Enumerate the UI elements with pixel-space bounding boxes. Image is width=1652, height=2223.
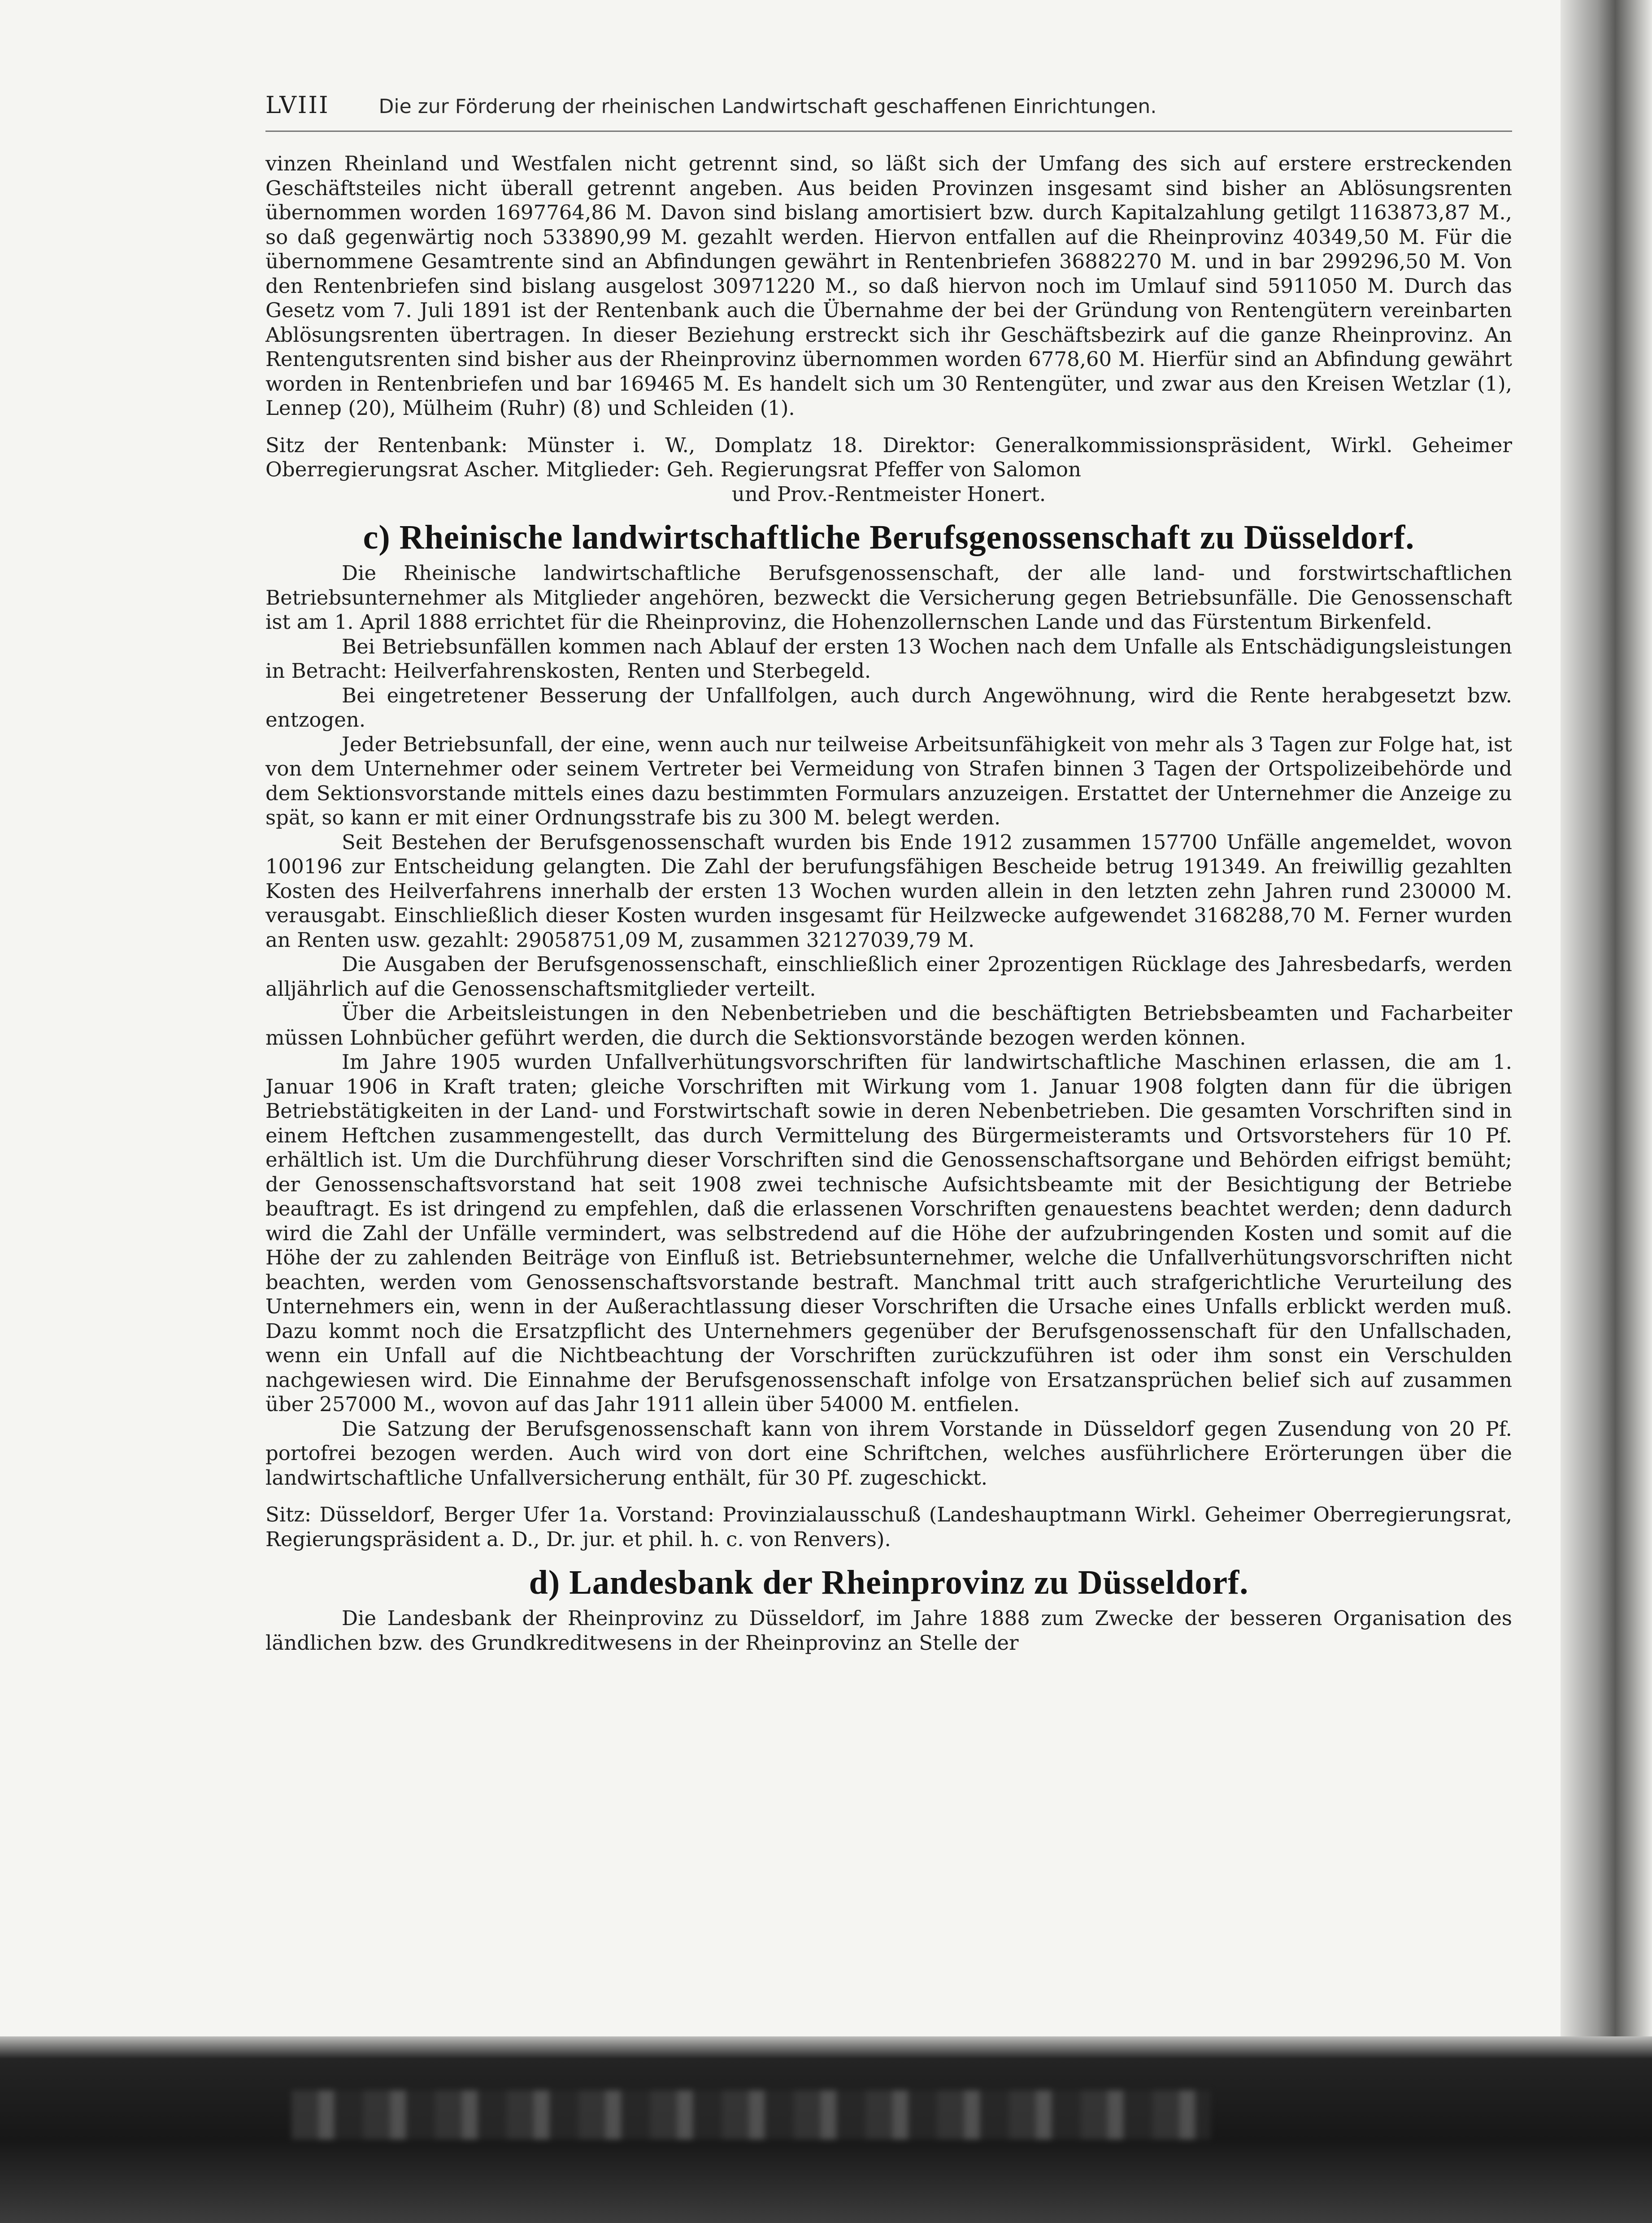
section-c-heading: c) Rheinische landwirtschaftliche Berufsgenossenschaft zu Düsseldorf. bbox=[363, 519, 1415, 556]
section-d-paragraph: Die Landesbank der Rheinprovinz zu Düsseldorf, im Jahre 1888 zum Zwecke der besseren Organisation des ländlichen bzw. des Grundkreditwesens in der Rheinprovinz an Stelle der bbox=[265, 1606, 1512, 1655]
running-title: Die zur Förderung der rheinischen Landwirtschaft geschaffenen Einrichtungen. bbox=[378, 95, 1157, 118]
section-c-paragraph: Die Satzung der Berufsgenossenschaft kann von ihrem Vorstande in Düsseldorf gegen Zusendung von 20 Pf. portofrei bezogen werden. Auch wird von dort eine Schriftchen, welches ausführlichere Erörterungen über die landwirtschaftliche Unfallversicherung enthält, für 30 Pf. zugeschickt. bbox=[265, 1417, 1512, 1490]
section-c-paragraph: Die Ausgaben der Berufsgenossenschaft, einschließlich einer 2prozentigen Rücklage des Jahresbedarfs, werden alljährlich auf die Genossenschaftsmitglieder verteilt. bbox=[265, 952, 1512, 1001]
page-number: LVIII bbox=[265, 92, 330, 119]
section-c-paragraph: Über die Arbeitsleistungen in den Nebenbetrieben und die beschäftigten Betriebsbeamten und Facharbeiter müssen Lohnbücher geführt werden, die durch die Sektionsvorstände bezogen werden können. bbox=[265, 1001, 1512, 1050]
section-c-paragraph: Bei eingetretener Besserung der Unfallfolgen, auch durch Angewöhnung, wird die Rente herabgesetzt bzw. entzogen. bbox=[265, 683, 1512, 732]
section-c-paragraph: Seit Bestehen der Berufsgenossenschaft wurden bis Ende 1912 zusammen 157700 Unfälle angemeldet, wovon 100196 zur Entscheidung gelangten. Die Zahl der berufungsfähigen Bescheide betrug 191349. An freiwillig gezahlten Kosten des Heilverfahrens innerhalb der ersten 13 Wochen wurden allein in den letzten zehn Jahren rund 230000 M. verausgabt. Einschließlich dieser Kosten wurden insgesamt für Heilzwecke aufgewendet 3168288,70 M. Ferner wurden an Renten usw. gezahlt: 29058751,09 M, zusammen 32127039,79 M. bbox=[265, 830, 1512, 952]
section-c-paragraph: Bei Betriebsunfällen kommen nach Ablauf der ersten 13 Wochen nach dem Unfalle als Entschädigungsleistungen in Betracht: Heilverfahrenskosten, Renten und Sterbegeld. bbox=[265, 634, 1512, 683]
section-d-heading: d) Landesbank der Rheinprovinz zu Düsseldorf. bbox=[529, 1564, 1249, 1601]
intro-paragraph: vinzen Rheinland und Westfalen nicht getrennt sind, so läßt sich der Umfang des sich auf erstere erstreckenden Geschäftsteiles nicht überall getrennt angeben. Aus beiden Provinzen insgesamt sind bisher an Ablösungsrenten übernommen worden 1697764,86 M. Davon sind bislang amortisiert bzw. durch Kapitalzahlung getilgt 1163873,87 M., so daß gegenwärtig noch 533890,99 M. gezahlt werden. Hiervon entfallen auf die Rheinprovinz 40349,50 M. Für die übernommene Gesamtrente sind an Abfindungen gewährt in Rentenbriefen 36882270 M. und in bar 299296,50 M. Von den Rentenbriefen sind bislang ausgelost 30971220 M., so daß hiervon noch im Umlauf sind 5911050 M. Durch das Gesetz vom 7. Juli 1891 ist der Rentenbank auch die Übernahme der bei der Gründung von Rentengütern vereinbarten Ablösungsrenten übertragen. In dieser Beziehung erstreckt sich ihr Geschäftsbezirk auf die ganze Rheinprovinz. An Rentengutsrenten sind bisher aus der Rheinprovinz übernommen worden 6778,60 M. Hierfür sind an Abfindung gewährt worden in Rentenbriefen und bar 169465 M. Es handelt sich um 30 Rentengüter, und zwar aus den Kreisen Wetzlar (1), Lennep (20), Mülheim (Ruhr) (8) und Schleiden (1). bbox=[265, 152, 1512, 420]
section-c-sitz: Sitz: Düsseldorf, Berger Ufer 1a. Vorstand: Provinzialausschuß (Landeshauptmann Wirkl. Geheimer Oberregierungsrat, Regierungspräsident a. D., Dr. jur. et phil. h. c. von Renvers). bbox=[265, 1503, 1512, 1551]
section-c-paragraph: Die Rheinische landwirtschaftliche Berufsgenossenschaft, der alle land- und forstwirtschaftlichen Betriebsunternehmer als Mitglieder angehören, bezweckt die Versicherung gegen Betriebsunfälle. Die Genossenschaft ist am 1. April 1888 errichtet für die Rheinprovinz, die Hohenzollernschen Lande und das Fürstentum Birkenfeld. bbox=[265, 561, 1512, 634]
section-c-paragraph: Jeder Betriebsunfall, der eine, wenn auch nur teilweise Arbeitsunfähigkeit von mehr als 3 Tagen zur Folge hat, ist von dem Unternehmer oder seinem Vertreter bei Vermeidung von Strafen binnen 3 Tagen der Ortspolizeibehörde und dem Sektionsvorstande mittels eines dazu bestimmten Formulars anzuzeigen. Erstattet der Unternehmer die Anzeige zu spät, so kann er mit einer Ordnungsstrafe bis zu 300 M. belegt werden. bbox=[265, 732, 1512, 829]
running-header bbox=[265, 92, 1512, 132]
book-spine-edge bbox=[1561, 0, 1652, 2223]
rentenbank-sitz: Sitz der Rentenbank: Münster i. W., Domplatz 18. Direktor: Generalkommissionspräsident, Wirkl. Geheimer Oberregierungsrat Ascher. Mitglieder: Geh. Regierungsrat Pfeffer von Salomon bbox=[265, 433, 1512, 481]
rentenbank-sitz-last-line: und Prov.-Rentmeister Honert. bbox=[731, 482, 1046, 506]
scan-bottom-blur bbox=[291, 2090, 1211, 2140]
page-content bbox=[265, 92, 1512, 1655]
section-c-paragraph: Im Jahre 1905 wurden Unfallverhütungsvorschriften für landwirtschaftliche Maschinen erlassen, die am 1. Januar 1906 in Kraft traten; gleiche Vorschriften mit Wirkung vom 1. Januar 1908 folgten dann für die übrigen Betriebstätigkeiten in der Land- und Forstwirtschaft sowie in deren Nebenbetrieben. Die gesamten Vorschriften sind in einem Heftchen zusammengestellt, das durch Vermittelung des Bürgermeisteramts und Ortsvorstehers für 10 Pf. erhältlich ist. Um die Durchführung dieser Vorschriften sind die Genossenschaftsorgane und Behörden eifrigst bemüht; der Genossenschaftsvorstand hat seit 1908 zwei technische Aufsichtsbeamte mit der Besichtigung der Betriebe beauftragt. Es ist dringend zu empfehlen, daß die erlassenen Vorschriften genauestens beachtet werden; denn dadurch wird die Zahl der Unfälle vermindert, was selbstredend auf die Höhe der aufzubringenden Kosten und somit auf die Höhe der zu zahlenden Beiträge von Einfluß ist. Betriebsunternehmer, welche die Unfallverhütungsvorschriften nicht beachten, werden vom Genossenschaftsvorstande bestraft. Manchmal tritt auch strafgerichtliche Verurteilung des Unternehmers ein, wenn in der Außerachtlassung dieser Vorschriften die Ursache eines Unfalls erblickt werden muß. Dazu kommt noch die Ersatzpflicht des Unternehmers gegenüber der Berufsgenossenschaft für den Unfallschaden, wenn ein Unfall auf die Nichtbeachtung der Vorschriften zurückzuführen ist oder ihm sonst ein Verschulden nachgewiesen wird. Die Einnahme der Berufsgenossenschaft infolge von Ersatzansprüchen belief sich auf zusammen über 257000 M., wovon auf das Jahr 1911 allein über 54000 M. entfielen. bbox=[265, 1050, 1512, 1416]
